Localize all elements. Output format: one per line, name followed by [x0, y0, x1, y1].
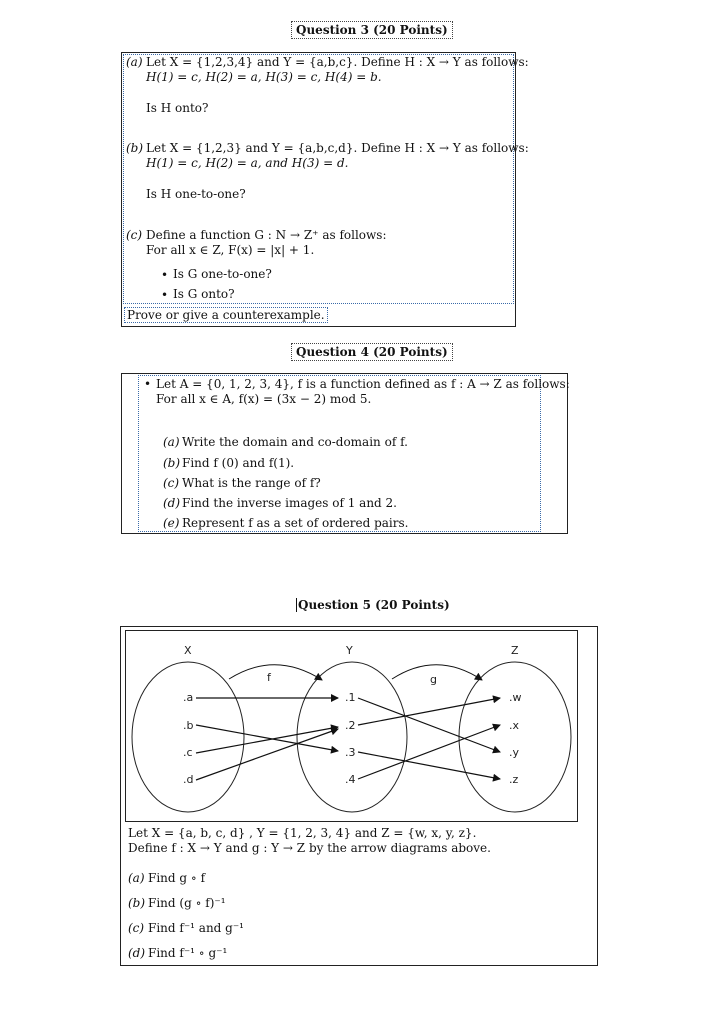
q5-line2: Define f : X → Y and g : Y → Z by the arrow diagrams above. — [128, 841, 491, 855]
q3-b-line2: H(1) = c, H(2) = a, and H(3) = d. — [146, 156, 349, 170]
q3-b-question: Is H one-to-one? — [146, 187, 246, 201]
q5-item-label: (a) — [128, 871, 145, 885]
g-label: g — [430, 673, 437, 686]
q4-item-label: (a) — [163, 435, 180, 449]
q4-item-label: (c) — [163, 476, 180, 490]
y-elem: .1 — [345, 691, 356, 704]
q3-c-bullet1: Is G one-to-one? — [173, 267, 272, 281]
q3-a-question: Is H onto? — [146, 101, 209, 115]
q3-b-line1: Let X = {1,2,3} and Y = {a,b,c,d}. Define H : X → Y as follows: — [146, 141, 529, 155]
q3-c-line2: For all x ∈ Z, F(x) = |x| + 1. — [146, 243, 315, 257]
q4-item-label: (e) — [163, 516, 180, 530]
q4-item-text: What is the range of f? — [182, 476, 321, 490]
q3-b-label: (b) — [126, 141, 144, 155]
z-elem: .y — [509, 746, 520, 759]
q3-c-line1: Define a function G : N → Z⁺ as follows: — [146, 228, 387, 242]
q4-line1: Let A = {0, 1, 2, 3, 4}, f is a function defined as f : A → Z as follows: — [156, 377, 570, 391]
f-arrow-d-2 — [196, 729, 338, 780]
q3-footer: Prove or give a counterexample. — [124, 307, 328, 323]
z-elem: .x — [509, 719, 520, 732]
q4-item-label: (d) — [163, 496, 181, 510]
set-y-label: Y — [346, 644, 353, 657]
z-elem: .w — [509, 691, 522, 704]
set-y-ellipse — [297, 662, 407, 812]
y-elem: .4 — [345, 773, 356, 786]
q5-line1: Let X = {a, b, c, d} , Y = {1, 2, 3, 4} and Z = {w, x, y, z}. — [128, 826, 477, 840]
q4-item-text: Represent f as a set of ordered pairs. — [182, 516, 409, 530]
q4-title: Question 4 (20 Points) — [291, 343, 453, 361]
set-z-label: Z — [511, 644, 519, 657]
g-arrow-3-z — [358, 752, 500, 779]
x-elem: .c — [183, 746, 193, 759]
q3-c-label: (c) — [126, 228, 143, 242]
q4-item-text: Write the domain and co-domain of f. — [182, 435, 408, 449]
f-curved-arrow — [229, 665, 322, 680]
q5-item-text: Find g ∘ f — [148, 871, 206, 885]
q5-item-text: Find f⁻¹ ∘ g⁻¹ — [148, 946, 228, 960]
y-elem: .2 — [345, 719, 356, 732]
g-arrow-4-x — [358, 725, 500, 779]
f-label: f — [267, 671, 271, 684]
y-elem: .3 — [345, 746, 356, 759]
bullet-icon: • — [161, 268, 169, 282]
f-arrow-b-3 — [196, 725, 338, 751]
set-z-ellipse — [459, 662, 571, 812]
bullet-icon: • — [144, 377, 152, 391]
q5-item-text: Find f⁻¹ and g⁻¹ — [148, 921, 244, 935]
q5-item-label: (d) — [128, 946, 146, 960]
x-elem: .b — [183, 719, 194, 732]
z-elem: .z — [509, 773, 519, 786]
q4-item-text: Find f (0) and f(1). — [182, 456, 295, 470]
q4-item-text: Find the inverse images of 1 and 2. — [182, 496, 397, 510]
q5-title: Question 5 (20 Points) — [298, 598, 450, 612]
q3-c-bullet2: Is G onto? — [173, 287, 235, 301]
q3-a-line1: Let X = {1,2,3,4} and Y = {a,b,c}. Define H : X → Y as follows: — [146, 55, 529, 69]
q4-line2: For all x ∈ A, f(x) = (3x − 2) mod 5. — [156, 392, 372, 406]
q5-item-label: (c) — [128, 921, 145, 935]
q5-item-text: Find (g ∘ f)⁻¹ — [148, 896, 226, 910]
set-x-label: X — [184, 644, 192, 657]
g-arrow-2-w — [358, 698, 500, 725]
q3-a-label: (a) — [126, 55, 143, 69]
q4-item-label: (b) — [163, 456, 181, 470]
q5-item-label: (b) — [128, 896, 146, 910]
x-elem: .d — [183, 773, 194, 786]
q3-a-line2: H(1) = c, H(2) = a, H(3) = c, H(4) = b. — [146, 70, 382, 84]
f-arrow-c-2 — [196, 727, 338, 753]
g-arrow-1-y — [358, 698, 500, 752]
g-curved-arrow — [392, 665, 482, 680]
bullet-icon: • — [161, 288, 169, 302]
set-x-ellipse — [132, 662, 244, 812]
x-elem: .a — [183, 691, 194, 704]
q3-title: Question 3 (20 Points) — [291, 21, 453, 39]
